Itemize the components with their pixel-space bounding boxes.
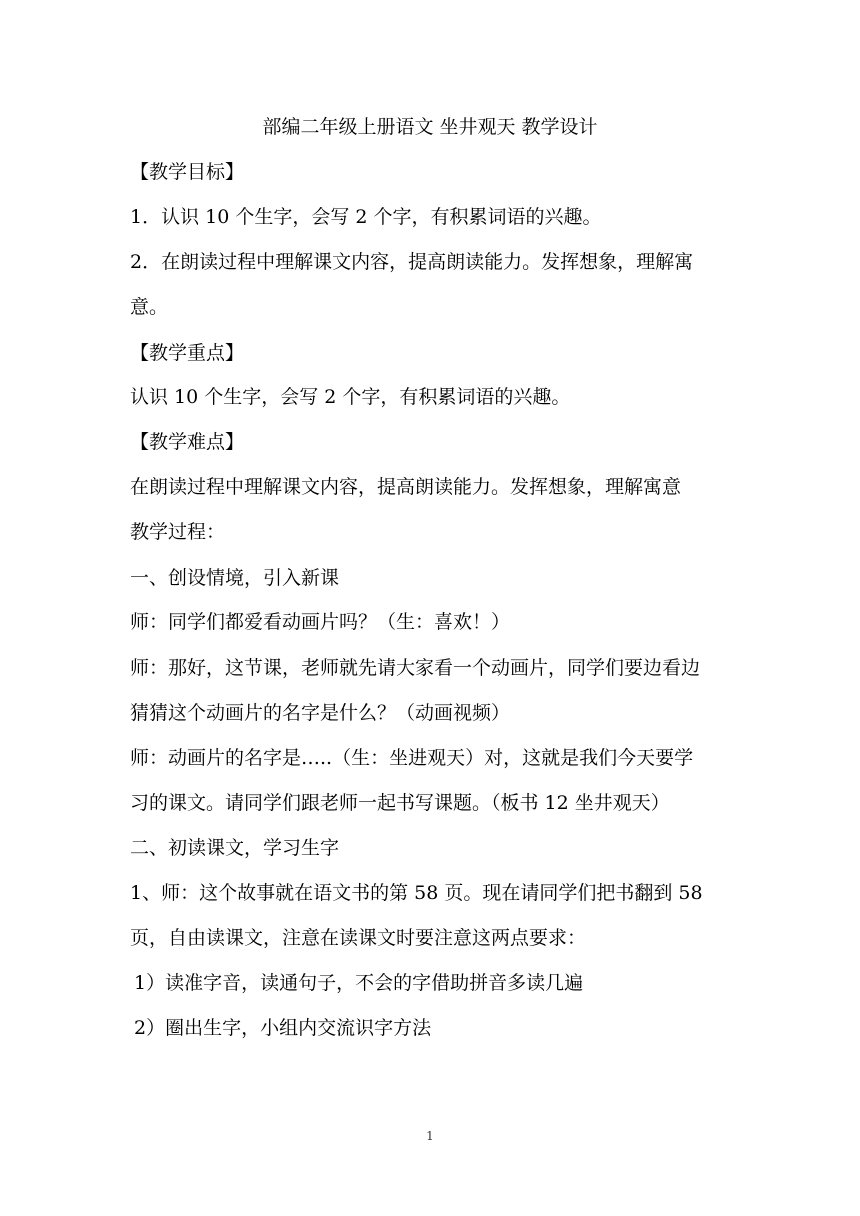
instruction-line-1: 1、师：这个故事就在语文书的第 58 页。现在请同学们把书翻到 58	[130, 882, 703, 904]
section-heading-objectives: 【教学目标】	[130, 161, 245, 183]
page-number: 1	[426, 1129, 434, 1143]
section-heading-key-points: 【教学重点】	[130, 342, 245, 364]
dialogue-line-2-continued: 猜猜这个动画片的名字是什么？（动画视频）	[130, 702, 511, 724]
difficulties-text: 在朗读过程中理解课文内容，提高朗读能力。发挥想象，理解寓意	[130, 476, 682, 498]
objective-line-2: 2．在朗读过程中理解课文内容，提高朗读能力。发挥想象，理解寓	[130, 251, 694, 273]
key-points-text: 认识 10 个生字，会写 2 个字，有积累词语的兴趣。	[130, 386, 571, 408]
requirement-1: 1）读准字音，读通句子，不会的字借助拼音多读几遍	[134, 972, 584, 994]
process-step-1-heading: 一、创设情境，引入新课	[130, 567, 340, 589]
dialogue-line-2: 师：那好，这节课，老师就先请大家看一个动画片，同学们要边看边	[130, 657, 701, 679]
objective-line-1: 1．认识 10 个生字，会写 2 个字，有积累词语的兴趣。	[130, 206, 602, 228]
dialogue-line-1: 师：同学们都爱看动画片吗？（生：喜欢！）	[130, 611, 511, 633]
document-title: 部编二年级上册语文 坐井观天 教学设计	[262, 116, 598, 138]
objective-line-2-continued: 意。	[130, 296, 169, 318]
dialogue-line-3: 师：动画片的名字是…..（生：坐进观天）对，这就是我们今天要学	[130, 747, 694, 769]
instruction-line-1-continued: 页，自由读课文，注意在读课文时要注意这两点要求：	[130, 927, 587, 949]
section-heading-difficulties: 【教学难点】	[130, 431, 245, 453]
requirement-2: 2）圈出生字，小组内交流识字方法	[134, 1017, 432, 1039]
process-step-2-heading: 二、初读课文，学习生字	[130, 837, 340, 859]
dialogue-line-3-continued: 习的课文。请同学们跟老师一起书写课题。（板书 12 坐井观天）	[130, 792, 670, 814]
process-heading: 教学过程：	[130, 521, 226, 543]
